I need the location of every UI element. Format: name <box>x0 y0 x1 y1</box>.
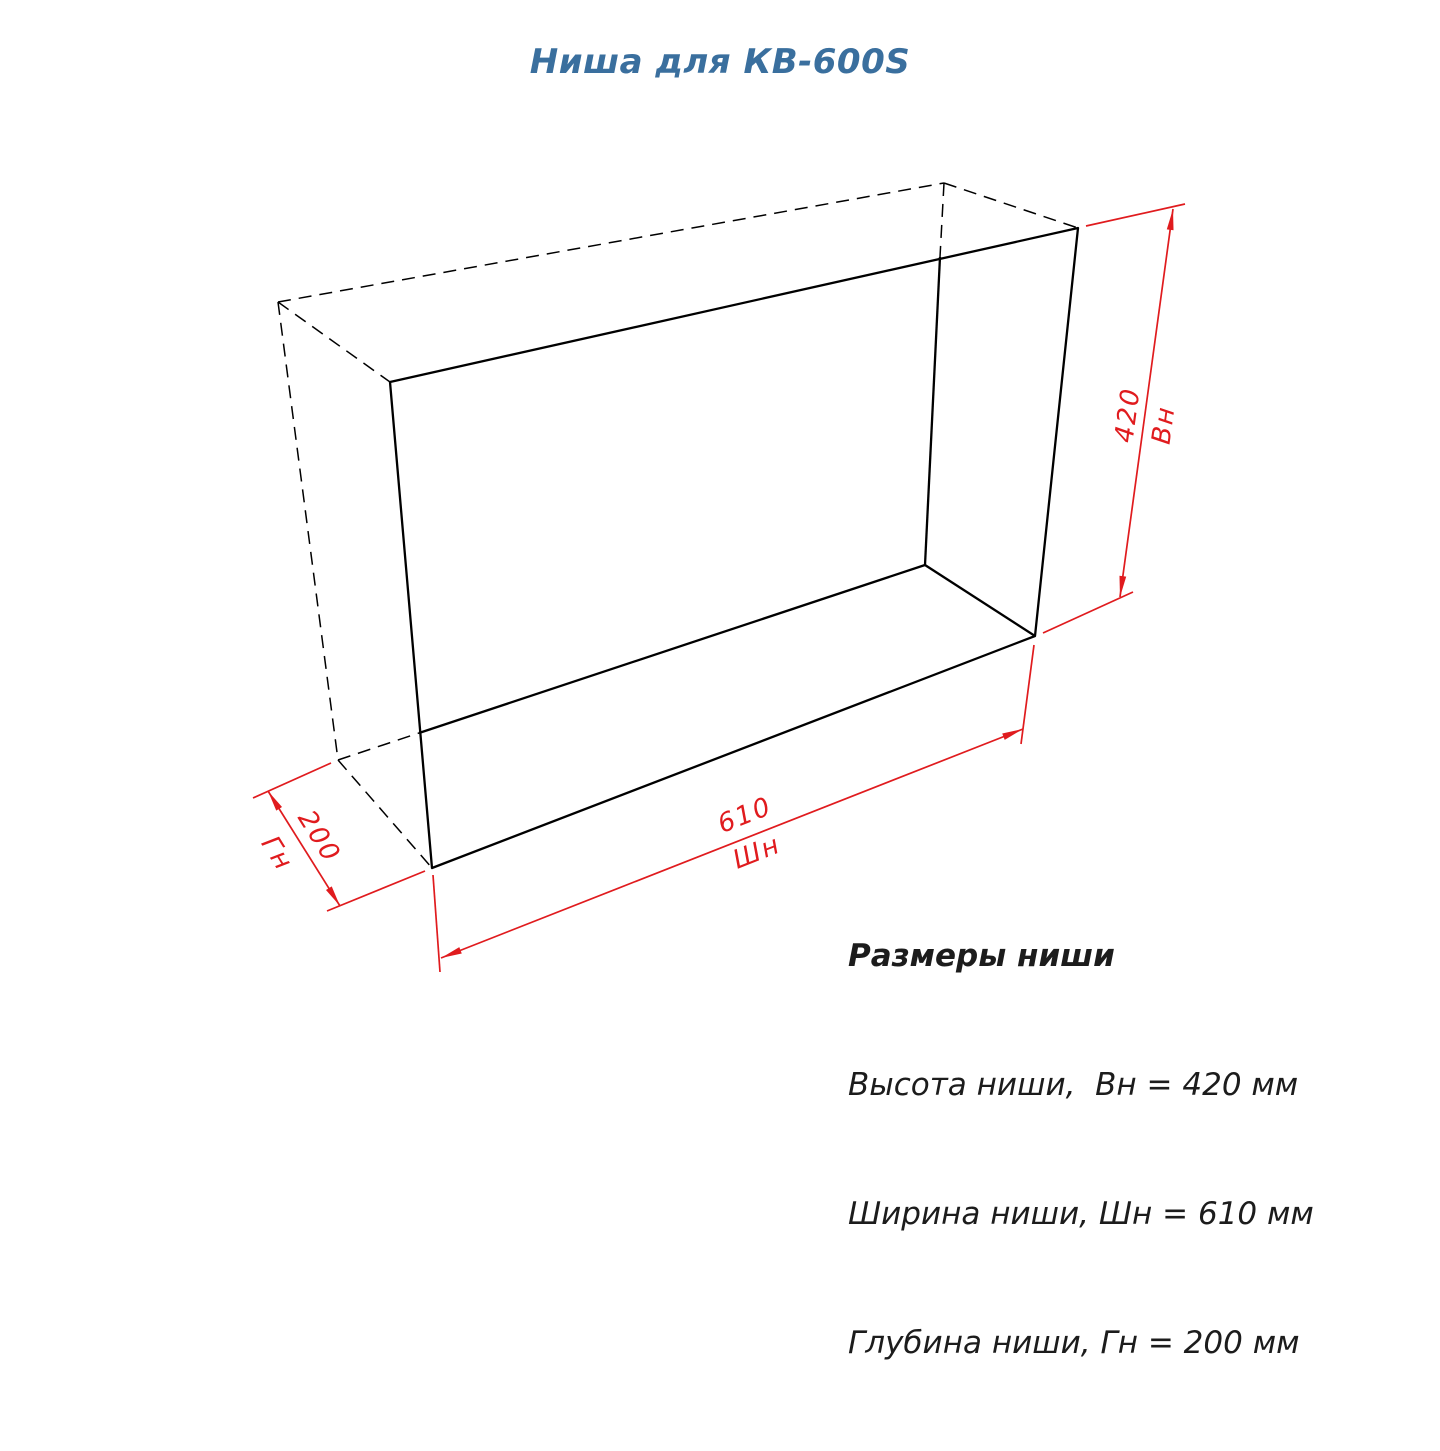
visible-edges-group <box>390 228 1078 868</box>
depth-dimension-label: Гн <box>254 830 299 877</box>
bottom-left-depth-edge <box>338 760 432 868</box>
depth-extension-line-front <box>327 871 425 911</box>
height-extension-line-top <box>1086 204 1185 226</box>
hidden-edges-group <box>278 183 1078 868</box>
legend-line-width: Ширина ниши, Шн = 610 мм <box>848 1196 1314 1232</box>
width-dimension-value: 610 <box>713 791 777 840</box>
legend-heading: Размеры ниши <box>848 938 1115 974</box>
back-right-vertical-edge-hidden-part <box>940 183 944 257</box>
top-left-depth-edge <box>278 302 390 382</box>
inner-back-right-vertical-edge <box>925 257 940 565</box>
height-extension-line-bottom <box>1043 592 1133 633</box>
width-dimension-label: Шн <box>728 829 786 876</box>
back-bottom-edge-hidden-part <box>338 733 419 760</box>
back-top-edge <box>278 183 944 302</box>
legend-line-depth: Глубина ниши, Гн = 200 мм <box>848 1325 1300 1361</box>
page-title: Ниша для КВ-600S <box>529 42 911 82</box>
height-dimension <box>1043 204 1185 633</box>
height-dimension-label: Вн <box>1146 403 1182 447</box>
top-right-depth-edge <box>944 183 1078 228</box>
back-left-vertical-edge <box>278 302 338 760</box>
width-extension-line-left <box>433 875 440 972</box>
depth-dimension-value: 200 <box>291 805 347 869</box>
front-opening-outline <box>390 228 1078 868</box>
legend-line-height: Высота ниши, Вн = 420 мм <box>848 1067 1299 1103</box>
inner-bottom-right-depth-edge <box>925 565 1035 636</box>
legend-block <box>848 849 1314 1451</box>
depth-extension-line-back <box>253 763 331 798</box>
height-dimension-value: 420 <box>1109 385 1147 445</box>
depth-dimension <box>253 763 425 911</box>
